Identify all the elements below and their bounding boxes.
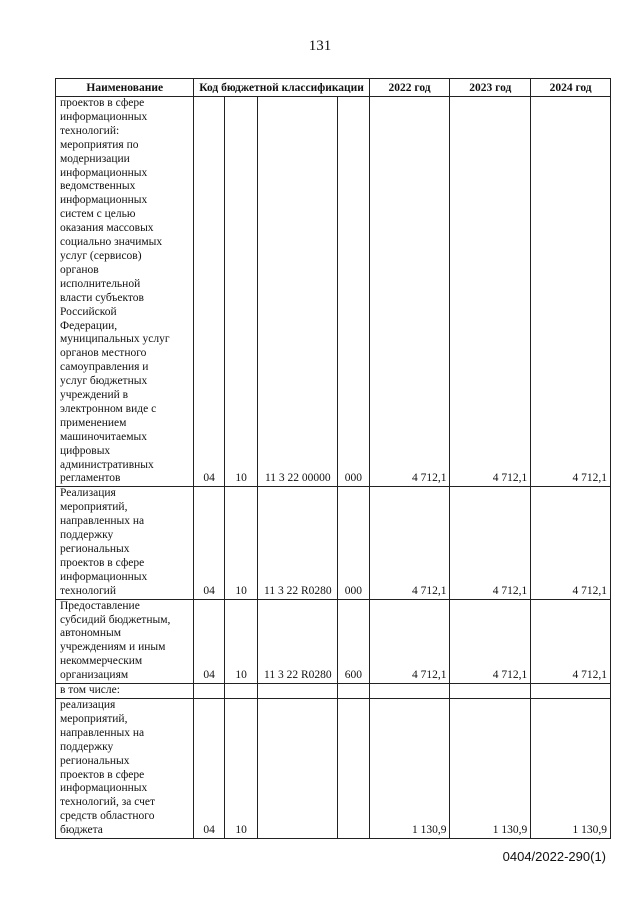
header-2023: 2023 год [450,79,531,97]
table-row [56,684,611,699]
row-name: Предоставление субсидий бюджетным, автономным учреждениям и иным некоммерческим организациям [56,599,194,683]
row-value-2023 [450,684,531,699]
row-code-target [258,698,338,838]
row-value-2023: 4 712,1 [450,97,531,487]
row-value-2024: 4 712,1 [531,487,611,599]
row-value-2024: 4 712,1 [531,599,611,683]
row-code-type: 000 [338,97,370,487]
row-value-2024: 4 712,1 [531,97,611,487]
row-code-subsection: 10 [224,698,258,838]
row-code-section: 04 [194,698,224,838]
row-code-type [338,698,370,838]
header-name: Наименование [56,79,194,97]
row-code-type: 000 [338,487,370,599]
row-value-2022 [369,684,450,699]
row-code-target: 11 3 22 00000 [258,97,338,487]
row-code-type: 600 [338,599,370,683]
row-code-section: 04 [194,487,224,599]
row-code-subsection: 10 [224,487,258,599]
table-row [56,698,611,838]
document-number: 0404/2022-290(1) [502,849,606,864]
row-value-2023: 1 130,9 [450,698,531,838]
page-number: 131 [308,38,332,54]
row-value-2023: 4 712,1 [450,487,531,599]
row-code-subsection: 10 [224,97,258,487]
row-code-section [194,684,224,699]
row-value-2023: 4 712,1 [450,599,531,683]
row-name: реализация мероприятий, направленных на поддержку региональных проектов в сфере информационных технологий, за счет средств областного бюджета [56,698,194,838]
row-value-2024 [531,684,611,699]
row-name: Реализация мероприятий, направленных на поддержку региональных проектов в сфере информационных технологий [56,487,194,599]
row-code-type [338,684,370,699]
row-code-target: 11 3 22 R0280 [258,487,338,599]
row-value-2022: 4 712,1 [369,487,450,599]
row-code-subsection [224,684,258,699]
table-row [56,487,611,599]
header-code: Код бюджетной классификации [194,79,369,97]
row-code-target: 11 3 22 R0280 [258,599,338,683]
table-row [56,97,611,487]
row-value-2022: 4 712,1 [369,599,450,683]
budget-table [55,78,611,839]
header-2024: 2024 год [531,79,611,97]
row-name: проектов в сфере информационных технологий: мероприятия по модернизации информационных ведомственных информационных систем с целью оказания массовых социально значимых услуг (сервисов) органов исполнительной власти субъектов Российской Федерации, муниципальных услуг органов местного самоуправления и услуг бюджетных учреждений в электронном виде с применением машиночитаемых цифровых административных регламентов [56,97,194,487]
header-2022: 2022 год [369,79,450,97]
table-header-row [56,79,611,97]
row-code-section: 04 [194,599,224,683]
row-value-2022: 1 130,9 [369,698,450,838]
row-code-section: 04 [194,97,224,487]
row-value-2024: 1 130,9 [531,698,611,838]
row-code-subsection: 10 [224,599,258,683]
row-code-target [258,684,338,699]
row-value-2022: 4 712,1 [369,97,450,487]
row-name: в том числе: [56,684,194,699]
table-row [56,599,611,683]
